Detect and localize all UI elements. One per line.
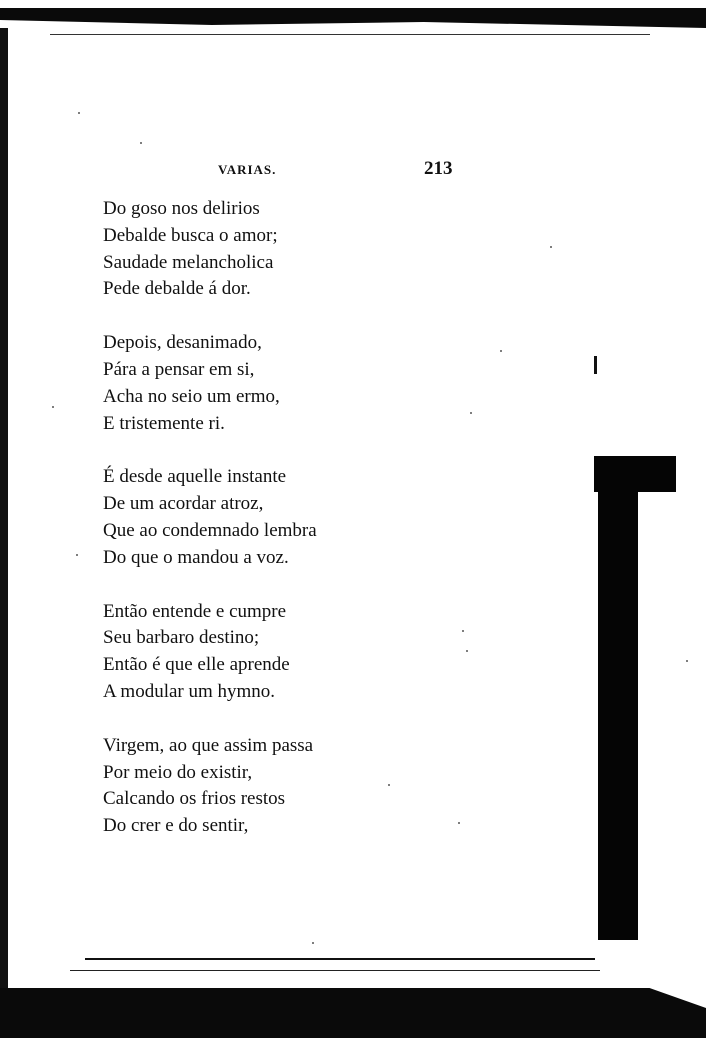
verse-line: Saudade melancholica — [103, 251, 274, 273]
verse-line: Que ao condemnado lembra — [103, 519, 317, 541]
verse-line: Pede debalde á dor. — [103, 278, 251, 300]
stanza — [103, 330, 433, 437]
verse-line: Virgem, ao que assim passa — [103, 734, 314, 756]
verse-line: Então entende e cumpre — [103, 600, 287, 622]
scan-speck — [78, 112, 80, 114]
scan-top-rule — [50, 34, 650, 35]
scan-speck — [686, 660, 688, 662]
stanza — [103, 196, 433, 303]
verse-line: Do que o mandou a voz. — [103, 546, 289, 568]
verse-line: Acha no seio um ermo, — [103, 385, 280, 407]
scan-speck — [52, 406, 54, 408]
verse-line: Do goso nos delirios — [103, 198, 260, 219]
scan-bottom-edge — [0, 988, 706, 1038]
scan-speck — [550, 246, 552, 248]
poem-body — [103, 196, 433, 840]
verse-line: Calcando os frios restos — [103, 788, 286, 810]
scan-speck — [500, 350, 502, 352]
verse-line: Por meio do existir, — [103, 761, 253, 783]
scan-right-block — [594, 456, 676, 492]
section-title: VARIAS. — [218, 162, 277, 177]
verse-line: A modular um hymno. — [103, 680, 276, 702]
stanza — [103, 464, 433, 571]
scan-speck — [458, 822, 460, 824]
scan-top-edge — [0, 8, 706, 28]
page-number: 213 — [424, 158, 453, 179]
stanza — [103, 599, 433, 706]
bottom-rule — [70, 970, 600, 971]
verse-line: É desde aquelle instante — [103, 466, 287, 488]
verse-line: Do crer e do sentir, — [103, 815, 249, 837]
scan-mark — [594, 356, 597, 374]
scan-speck — [466, 650, 468, 652]
scan-speck — [462, 630, 464, 632]
verse-line: Pára a pensar em si, — [103, 358, 255, 380]
verse-line: Então é que elle aprende — [103, 654, 290, 676]
scan-right-edge — [598, 490, 638, 940]
stanza — [103, 733, 433, 840]
scan-speck — [76, 554, 78, 556]
verse-line: E tristemente ri. — [103, 412, 225, 434]
verse-line: De um acordar atroz, — [103, 493, 264, 515]
bottom-rule — [85, 958, 595, 960]
running-header — [0, 158, 706, 182]
verse-line: Depois, desanimado, — [103, 332, 262, 354]
verse-line: Seu barbaro destino; — [103, 627, 260, 649]
scan-speck — [470, 412, 472, 414]
scan-speck — [140, 142, 142, 144]
verse-line: Debalde busca o amor; — [103, 224, 278, 246]
scan-speck — [312, 942, 314, 944]
